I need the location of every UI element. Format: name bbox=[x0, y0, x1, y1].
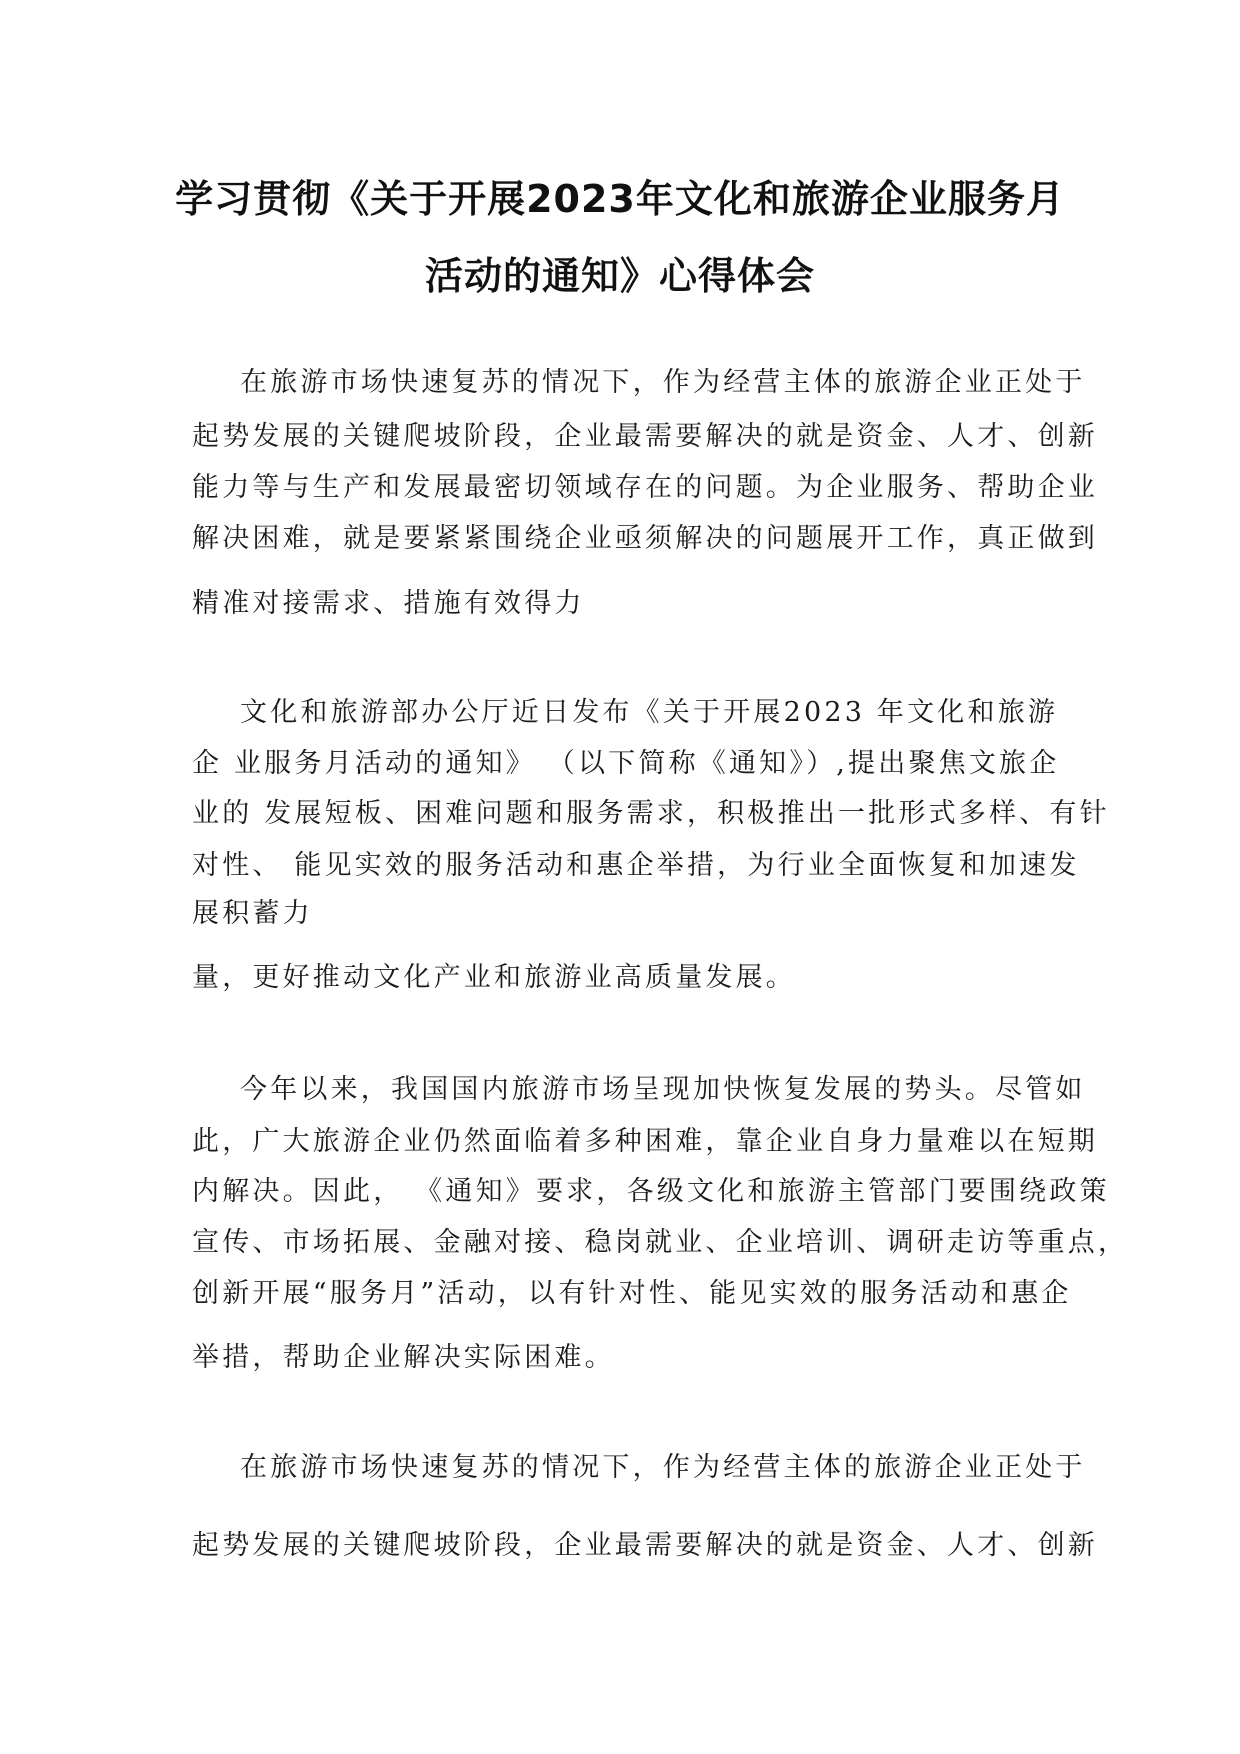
paragraph-1-line-5: 精准对接需求、措施有效得力 bbox=[192, 588, 585, 619]
document-title-line-2: 活动的通知》心得体会 bbox=[424, 254, 815, 298]
paragraph-1-line-1: 在旅游市场快速复苏的情况下，作为经营主体的旅游企业正处于 bbox=[240, 367, 1086, 398]
paragraph-3-line-5: 创新开展“服务月”活动，以有针对性、能见实效的服务活动和惠企 bbox=[192, 1278, 1072, 1309]
paragraph-4-line-2: 起势发展的关键爬坡阶段，企业最需要解决的就是资金、人才、创新 bbox=[192, 1530, 1098, 1561]
paragraph-3-line-4: 宣传、市场拓展、金融对接、稳岗就业、企业培训、调研走访等重点， bbox=[192, 1227, 1129, 1258]
paragraph-2-line-2: 企 业服务月活动的通知》 （以下简称《通知》）,提出聚焦文旅企 bbox=[192, 748, 1060, 779]
paragraph-2-line-6: 量，更好推动文化产业和旅游业高质量发展。 bbox=[192, 962, 796, 993]
paragraph-1-line-3: 能力等与生产和发展最密切领域存在的问题。为企业服务、帮助企业 bbox=[192, 472, 1098, 503]
paragraph-1-line-4: 解决困难，就是要紧紧围绕企业亟须解决的问题展开工作，真正做到 bbox=[192, 523, 1098, 554]
paragraph-3-line-2: 此，广大旅游企业仍然面临着多种困难，靠企业自身力量难以在短期 bbox=[192, 1126, 1098, 1157]
paragraph-2-line-3: 业的 发展短板、困难问题和服务需求，积极推出一批形式多样、有针 bbox=[192, 798, 1110, 829]
paragraph-3-line-3: 内解决。因此， 《通知》要求，各级文化和旅游主管部门要围绕政策 bbox=[192, 1176, 1110, 1207]
paragraph-4-line-1: 在旅游市场快速复苏的情况下，作为经营主体的旅游企业正处于 bbox=[240, 1452, 1086, 1483]
paragraph-2-line-4: 对性、 能见实效的服务活动和惠企举措，为行业全面恢复和加速发 bbox=[192, 850, 1080, 881]
document-title-line-1: 学习贯彻《关于开展2023年文化和旅游企业服务月 bbox=[175, 177, 1065, 221]
paragraph-1-line-2: 起势发展的关键爬坡阶段，企业最需要解决的就是资金、人才、创新 bbox=[192, 421, 1098, 452]
paragraph-3-line-6: 举措，帮助企业解决实际困难。 bbox=[192, 1342, 615, 1373]
paragraph-3-line-1: 今年以来，我国国内旅游市场呈现加快恢复发展的势头。尽管如 bbox=[240, 1074, 1086, 1105]
paragraph-2-line-5: 展积蓄力 bbox=[192, 898, 313, 929]
paragraph-2-line-1: 文化和旅游部办公厅近日发布《关于开展2023 年文化和旅游 bbox=[240, 697, 1059, 728]
